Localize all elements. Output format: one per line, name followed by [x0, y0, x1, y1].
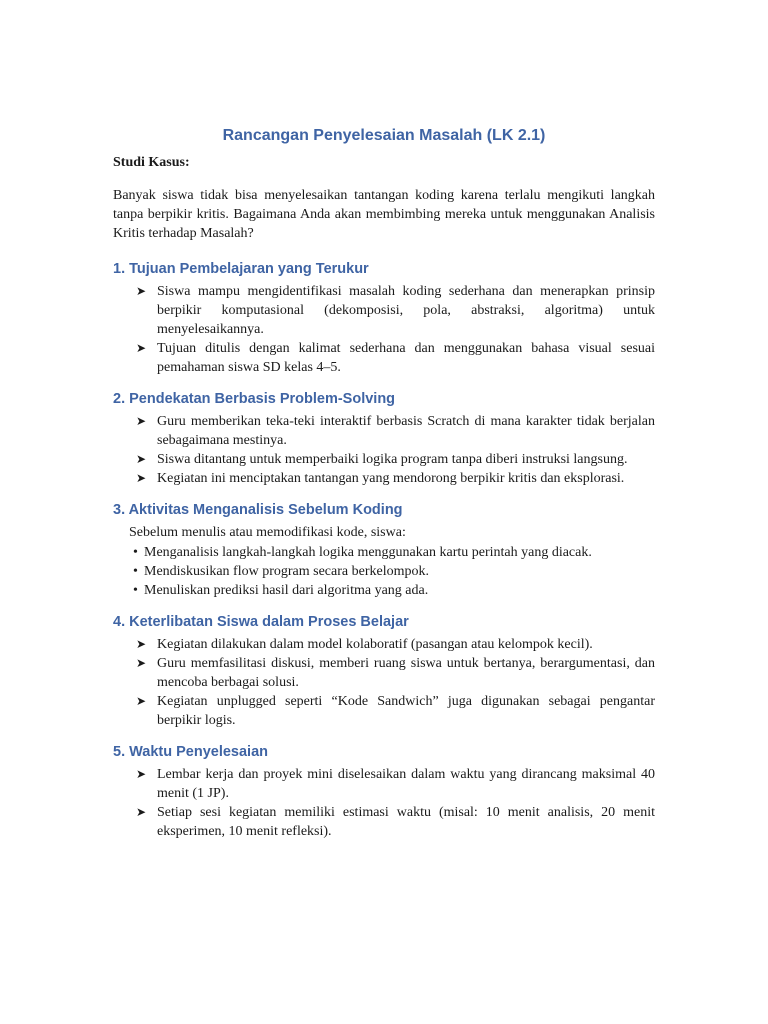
arrow-bullet-icon: ➤	[136, 341, 147, 355]
section-4-heading: 4. Keterlibatan Siswa dalam Proses Belajar	[113, 614, 409, 630]
list-item: ➤ Kegiatan ini menciptakan tantangan yang mendorong berpikir kritis dan eksplorasi.	[136, 471, 625, 486]
list-item: ➤ Kegiatan unplugged seperti “Kode Sandwich” juga digunakan sebagai pengantar berpikir logis.	[136, 694, 655, 728]
arrow-bullet-icon: ➤	[136, 637, 147, 651]
list-item: • Mendiskusikan flow program secara berkelompok.	[133, 564, 429, 579]
case-study-text: Banyak siswa tidak bisa menyelesaikan tantangan koding karena terlalu mengikuti langkah tanpa berpikir kritis. Bagaimana Anda akan membimbing mereka untuk menggunakan Analisis Kritis terhadap Masalah?	[113, 188, 655, 241]
list-item: ➤ Siswa mampu mengidentifikasi masalah koding sederhana dan menerapkan prinsip berpikir komputasional (dekomposisi, pola, abstraksi, algoritma) untuk menyelesaikannya.	[136, 284, 655, 337]
document-title: Rancangan Penyelesaian Masalah (LK 2.1)	[222, 127, 546, 144]
arrow-bullet-icon: ➤	[136, 805, 147, 819]
list-item: • Menganalisis langkah-langkah logika menggunakan kartu perintah yang diacak.	[133, 545, 592, 560]
arrow-bullet-icon: ➤	[136, 452, 147, 466]
section-3-lead: Sebelum menulis atau memodifikasi kode, siswa:	[129, 525, 406, 540]
list-item: • Menuliskan prediksi hasil dari algoritma yang ada.	[133, 583, 429, 598]
dot-bullet-icon: •	[133, 564, 138, 579]
section-3-heading: 3. Aktivitas Menganalisis Sebelum Koding	[113, 502, 403, 518]
section-3-list	[113, 543, 655, 600]
section-4-list	[113, 635, 655, 730]
arrow-bullet-icon: ➤	[136, 284, 147, 298]
section-5-heading: 5. Waktu Penyelesaian	[113, 744, 269, 760]
arrow-bullet-icon: ➤	[136, 694, 147, 708]
list-item: ➤ Tujuan ditulis dengan kalimat sederhana dan menggunakan bahasa visual sesuai pemahaman siswa SD kelas 4–5.	[136, 341, 655, 375]
arrow-bullet-icon: ➤	[136, 767, 147, 781]
list-item: ➤ Siswa ditantang untuk memperbaiki logika program tanpa diberi instruksi langsung.	[136, 452, 628, 467]
section-5-list	[113, 765, 655, 841]
list-item: ➤ Setiap sesi kegiatan memiliki estimasi waktu (misal: 10 menit analisis, 20 menit eksperimen, 10 menit refleksi).	[136, 805, 655, 839]
case-study-label: Studi Kasus:	[113, 155, 190, 170]
list-item: ➤ Lembar kerja dan proyek mini diselesaikan dalam waktu yang dirancang maksimal 40 menit (1 JP).	[136, 767, 655, 801]
section-1-heading: 1. Tujuan Pembelajaran yang Terukur	[113, 261, 369, 277]
section-2-heading: 2. Pendekatan Berbasis Problem-Solving	[113, 391, 396, 407]
list-item: ➤ Guru memberikan teka-teki interaktif berbasis Scratch di mana karakter tidak berjalan sebagaimana mestinya.	[136, 414, 655, 448]
list-item: ➤ Kegiatan dilakukan dalam model kolaboratif (pasangan atau kelompok kecil).	[136, 637, 593, 652]
section-2-list	[113, 412, 655, 488]
list-item: ➤ Guru memfasilitasi diskusi, memberi ruang siswa untuk bertanya, berargumentasi, dan mencoba berbagai solusi.	[136, 656, 655, 690]
arrow-bullet-icon: ➤	[136, 414, 147, 428]
section-1-list	[113, 282, 655, 377]
arrow-bullet-icon: ➤	[136, 471, 147, 485]
arrow-bullet-icon: ➤	[136, 656, 147, 670]
dot-bullet-icon: •	[133, 545, 138, 560]
dot-bullet-icon: •	[133, 583, 138, 598]
